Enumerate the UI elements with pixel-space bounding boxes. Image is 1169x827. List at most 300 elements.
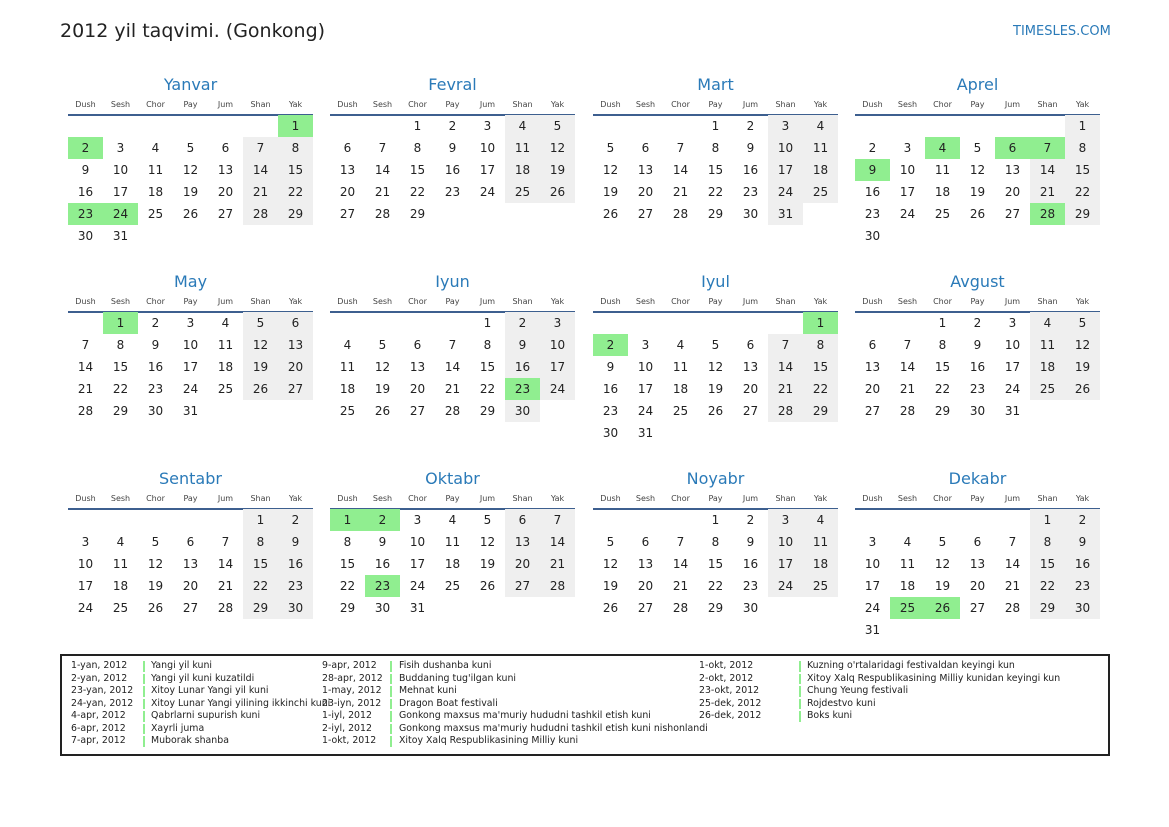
day-cell: 6 — [343, 141, 352, 155]
day-cell: 2 — [448, 119, 457, 133]
month-name: Mart — [697, 75, 734, 94]
day-cell: 11 — [147, 163, 164, 177]
day-cell: 29 — [707, 601, 724, 615]
day-grid — [330, 312, 575, 444]
day-cell: 7 — [448, 338, 457, 352]
day-cell: 18 — [505, 159, 540, 181]
weekday-label: Pay — [445, 100, 460, 109]
day-cell: 4 — [221, 316, 230, 330]
day-cell: 31 — [768, 203, 803, 225]
weekday-label: Dush — [862, 494, 883, 503]
holiday-date: 1-okt, 2012 — [699, 660, 754, 671]
day-cell: 2 — [746, 513, 755, 527]
weekday-label: Shan — [250, 494, 271, 503]
day-cell: 21 — [1030, 181, 1065, 203]
day-cell: 12 — [243, 334, 278, 356]
day-cell: 17 — [409, 557, 426, 571]
day-cell: 2 — [278, 509, 313, 531]
day-cell: 23 — [147, 382, 164, 396]
weekday-header — [68, 493, 313, 507]
day-cell: 19 — [182, 185, 199, 199]
day-cell: 24 — [1004, 382, 1021, 396]
day-cell: 31 — [409, 601, 426, 615]
day-cell: 5 — [606, 535, 615, 549]
day-cell: 6 — [746, 338, 755, 352]
weekday-label: Pay — [708, 297, 723, 306]
day-cell: 11 — [339, 360, 356, 374]
day-cell: 22 — [707, 185, 724, 199]
holiday-day-cell: 1 — [103, 312, 138, 334]
weekday-label: Sesh — [635, 100, 656, 109]
day-cell: 19 — [374, 382, 391, 396]
day-cell: 13 — [742, 360, 759, 374]
holiday-day-cell: 2 — [68, 137, 103, 159]
holiday-day-cell: 25 — [890, 597, 925, 619]
day-cell: 31 — [1004, 404, 1021, 418]
day-cell: 12 — [934, 557, 951, 571]
day-cell: 6 — [413, 338, 422, 352]
weekday-header — [68, 296, 313, 310]
weekday-label: Dush — [600, 494, 621, 503]
day-cell: 1 — [413, 119, 422, 133]
day-cell: 25 — [444, 579, 461, 593]
weekday-label: Jum — [217, 494, 234, 503]
day-cell: 18 — [672, 382, 689, 396]
day-cell: 16 — [864, 185, 881, 199]
day-cell: 19 — [540, 159, 575, 181]
weekday-label: Pay — [445, 297, 460, 306]
weekday-label: Shan — [1037, 100, 1058, 109]
weekday-label: Sesh — [897, 100, 918, 109]
month-iyul — [593, 272, 838, 452]
holiday-date: 26-dek, 2012 — [699, 710, 762, 721]
day-cell: 14 — [672, 163, 689, 177]
holiday-marker — [390, 724, 392, 735]
day-cell: 30 — [278, 597, 313, 619]
day-cell: 22 — [409, 185, 426, 199]
day-cell: 18 — [934, 185, 951, 199]
day-cell: 21 — [768, 378, 803, 400]
weekday-label: Yak — [288, 100, 303, 109]
day-cell: 15 — [479, 360, 496, 374]
day-cell: 11 — [112, 557, 129, 571]
day-cell: 27 — [278, 378, 313, 400]
weekday-label: Chor — [408, 494, 427, 503]
day-cell: 29 — [1065, 203, 1100, 225]
weekday-label: Shan — [512, 100, 533, 109]
holiday-name: Yangi yil kuni kuzatildi — [151, 672, 255, 684]
day-cell: 6 — [505, 509, 540, 531]
day-cell: 3 — [768, 115, 803, 137]
holiday-date: 1-may, 2012 — [322, 685, 382, 696]
day-cell: 30 — [374, 601, 391, 615]
day-cell: 9 — [746, 141, 755, 155]
holiday-marker — [143, 674, 145, 685]
day-cell: 29 — [409, 207, 426, 221]
day-cell: 14 — [1030, 159, 1065, 181]
day-cell: 29 — [1030, 597, 1065, 619]
day-cell: 11 — [672, 360, 689, 374]
month-name: Oktabr — [425, 469, 480, 488]
weekday-label: Sesh — [372, 494, 393, 503]
weekday-label: Chor — [671, 100, 690, 109]
holiday-legend — [60, 654, 1110, 756]
month-name: Noyabr — [686, 469, 745, 488]
day-cell: 6 — [641, 535, 650, 549]
day-cell: 14 — [374, 163, 391, 177]
day-cell: 19 — [969, 185, 986, 199]
day-cell: 30 — [969, 404, 986, 418]
day-grid — [330, 509, 575, 641]
day-cell: 15 — [803, 356, 838, 378]
day-cell: 10 — [540, 334, 575, 356]
day-cell: 18 — [1030, 356, 1065, 378]
holiday-marker — [143, 661, 145, 672]
weekday-label: Pay — [183, 494, 198, 503]
day-cell: 3 — [81, 535, 90, 549]
holiday-date: 25-dek, 2012 — [699, 697, 762, 709]
day-cell: 5 — [186, 141, 195, 155]
day-cell: 3 — [483, 119, 492, 133]
day-cell: 8 — [1030, 531, 1065, 553]
weekday-label: Chor — [933, 297, 952, 306]
holiday-date: 28-apr, 2012 — [322, 672, 383, 684]
weekday-label: Dush — [75, 494, 96, 503]
weekday-label: Chor — [408, 100, 427, 109]
weekday-label: Shan — [512, 297, 533, 306]
day-cell: 30 — [77, 229, 94, 243]
day-grid — [68, 509, 313, 641]
day-cell: 25 — [803, 181, 838, 203]
day-cell: 2 — [868, 141, 877, 155]
holiday-marker — [799, 699, 801, 710]
day-cell: 21 — [672, 185, 689, 199]
day-cell: 26 — [969, 207, 986, 221]
day-cell: 29 — [278, 203, 313, 225]
day-cell: 22 — [1065, 181, 1100, 203]
month-fevral — [330, 75, 575, 255]
day-cell: 9 — [448, 141, 457, 155]
day-cell: 13 — [864, 360, 881, 374]
day-cell: 5 — [483, 513, 492, 527]
day-cell: 1 — [1065, 115, 1100, 137]
brand-link[interactable]: TIMESLES.COM — [1013, 24, 1111, 39]
holiday-name: Dragon Boat festivali — [399, 697, 498, 709]
day-cell: 15 — [339, 557, 356, 571]
day-cell: 6 — [186, 535, 195, 549]
day-cell: 12 — [147, 557, 164, 571]
day-cell: 11 — [217, 338, 234, 352]
holiday-day-cell: 28 — [1030, 203, 1065, 225]
weekday-label: Chor — [408, 297, 427, 306]
day-cell: 20 — [505, 553, 540, 575]
day-cell: 4 — [448, 513, 457, 527]
weekday-label: Dush — [337, 100, 358, 109]
weekday-header — [330, 296, 575, 310]
day-cell: 8 — [278, 137, 313, 159]
day-cell: 12 — [969, 163, 986, 177]
day-cell: 14 — [768, 356, 803, 378]
weekday-label: Dush — [600, 297, 621, 306]
holiday-name: Kuzning o'rtalaridagi festivaldan keyingi kun — [807, 660, 1015, 671]
holiday-marker — [799, 686, 801, 697]
day-cell: 23 — [1065, 575, 1100, 597]
day-cell: 7 — [221, 535, 230, 549]
day-cell: 26 — [707, 404, 724, 418]
day-cell: 2 — [746, 119, 755, 133]
day-cell: 7 — [1008, 535, 1017, 549]
day-cell: 9 — [278, 531, 313, 553]
weekday-label: Pay — [183, 100, 198, 109]
day-cell: 27 — [1004, 207, 1021, 221]
holiday-day-cell: 24 — [103, 203, 138, 225]
day-cell: 9 — [1065, 531, 1100, 553]
day-cell: 29 — [339, 601, 356, 615]
day-cell: 24 — [77, 601, 94, 615]
month-name: Iyun — [435, 272, 470, 291]
holiday-day-cell: 6 — [995, 137, 1030, 159]
holiday-day-cell: 23 — [68, 203, 103, 225]
holiday-date: 1-iyl, 2012 — [322, 710, 372, 721]
month-dekabr — [855, 469, 1100, 649]
holiday-name: Xayrli juma — [151, 722, 205, 734]
holiday-day-cell: 26 — [925, 597, 960, 619]
weekday-label: Shan — [775, 100, 796, 109]
weekday-label: Sesh — [110, 100, 131, 109]
day-cell: 16 — [147, 360, 164, 374]
day-cell: 26 — [479, 579, 496, 593]
weekday-label: Jum — [742, 297, 759, 306]
day-cell: 5 — [151, 535, 160, 549]
day-cell: 12 — [602, 557, 619, 571]
day-cell: 22 — [479, 382, 496, 396]
day-cell: 30 — [742, 601, 759, 615]
weekday-header — [855, 99, 1100, 113]
day-cell: 7 — [768, 334, 803, 356]
day-cell: 16 — [969, 360, 986, 374]
day-cell: 1 — [243, 509, 278, 531]
day-cell: 27 — [217, 207, 234, 221]
day-cell: 5 — [606, 141, 615, 155]
day-cell: 30 — [864, 229, 881, 243]
weekday-label: Pay — [970, 297, 985, 306]
day-cell: 3 — [116, 141, 125, 155]
holiday-date: 6-apr, 2012 — [71, 722, 126, 734]
day-cell: 24 — [768, 575, 803, 597]
day-cell: 25 — [339, 404, 356, 418]
day-cell: 6 — [641, 141, 650, 155]
day-cell: 12 — [374, 360, 391, 374]
holiday-day-cell: 7 — [1030, 137, 1065, 159]
day-cell: 13 — [182, 557, 199, 571]
day-cell: 18 — [899, 579, 916, 593]
month-name: Fevral — [428, 75, 477, 94]
day-cell: 15 — [707, 557, 724, 571]
day-cell: 20 — [864, 382, 881, 396]
day-cell: 16 — [1065, 553, 1100, 575]
day-cell: 27 — [182, 601, 199, 615]
weekday-label: Yak — [550, 494, 565, 503]
day-cell: 24 — [540, 378, 575, 400]
holiday-day-cell: 9 — [855, 159, 890, 181]
day-cell: 26 — [540, 181, 575, 203]
day-cell: 12 — [707, 360, 724, 374]
day-cell: 29 — [934, 404, 951, 418]
day-cell: 27 — [742, 404, 759, 418]
holiday-day-cell: 1 — [278, 115, 313, 137]
weekday-label: Sesh — [635, 494, 656, 503]
day-grid — [330, 115, 575, 247]
day-cell: 9 — [973, 338, 982, 352]
holiday-marker — [143, 686, 145, 697]
day-cell: 12 — [182, 163, 199, 177]
weekday-header — [593, 99, 838, 113]
day-cell: 29 — [803, 400, 838, 422]
day-cell: 22 — [278, 181, 313, 203]
day-cell: 25 — [505, 181, 540, 203]
day-cell: 8 — [803, 334, 838, 356]
holiday-marker — [143, 724, 145, 735]
holiday-name: Xitoy Lunar Yangi yil kuni — [151, 685, 269, 696]
day-cell: 10 — [768, 137, 803, 159]
day-cell: 8 — [413, 141, 422, 155]
day-cell: 7 — [903, 338, 912, 352]
day-cell: 29 — [707, 207, 724, 221]
day-cell: 16 — [278, 553, 313, 575]
day-grid — [593, 312, 838, 444]
holiday-marker — [390, 686, 392, 697]
holiday-marker — [799, 661, 801, 672]
weekday-header — [593, 493, 838, 507]
day-cell: 12 — [602, 163, 619, 177]
holiday-name: Chung Yeung festivali — [807, 685, 909, 696]
day-cell: 3 — [641, 338, 650, 352]
day-cell: 30 — [505, 400, 540, 422]
day-cell: 10 — [409, 535, 426, 549]
day-cell: 11 — [803, 531, 838, 553]
day-cell: 3 — [868, 535, 877, 549]
day-cell: 5 — [1065, 312, 1100, 334]
holiday-day-cell: 2 — [593, 334, 628, 356]
day-cell: 19 — [707, 382, 724, 396]
weekday-label: Jum — [1004, 297, 1021, 306]
day-cell: 27 — [409, 404, 426, 418]
day-cell: 24 — [409, 579, 426, 593]
day-cell: 18 — [444, 557, 461, 571]
day-cell: 20 — [637, 185, 654, 199]
day-cell: 6 — [278, 312, 313, 334]
weekday-label: Chor — [933, 100, 952, 109]
day-cell: 27 — [864, 404, 881, 418]
day-cell: 11 — [934, 163, 951, 177]
weekday-label: Sesh — [372, 297, 393, 306]
holiday-marker — [799, 711, 801, 722]
day-cell: 23 — [864, 207, 881, 221]
day-cell: 23 — [444, 185, 461, 199]
month-name: May — [173, 272, 208, 291]
day-cell: 24 — [768, 181, 803, 203]
weekday-label: Dush — [862, 297, 883, 306]
holiday-day-cell: 1 — [330, 509, 365, 531]
holiday-date: 2-iyl, 2012 — [322, 722, 372, 734]
day-cell: 21 — [374, 185, 391, 199]
day-cell: 21 — [672, 579, 689, 593]
day-cell: 15 — [243, 553, 278, 575]
day-cell: 16 — [742, 557, 759, 571]
day-cell: 30 — [1065, 597, 1100, 619]
day-cell: 8 — [116, 338, 125, 352]
day-cell: 31 — [112, 229, 129, 243]
day-cell: 4 — [151, 141, 160, 155]
day-cell: 23 — [969, 382, 986, 396]
day-cell: 20 — [637, 579, 654, 593]
day-cell: 17 — [637, 382, 654, 396]
day-cell: 26 — [182, 207, 199, 221]
day-cell: 15 — [112, 360, 129, 374]
weekday-label: Chor — [146, 297, 165, 306]
weekday-label: Sesh — [110, 297, 131, 306]
day-cell: 27 — [339, 207, 356, 221]
day-cell: 24 — [182, 382, 199, 396]
day-cell: 11 — [803, 137, 838, 159]
day-grid — [68, 115, 313, 247]
holiday-name: Gonkong maxsus ma'muriy hududni tashkil etish kuni nishonlandi — [399, 722, 708, 734]
day-cell: 27 — [637, 601, 654, 615]
weekday-label: Shan — [250, 100, 271, 109]
holiday-date: 2-okt, 2012 — [699, 672, 754, 684]
day-cell: 28 — [217, 601, 234, 615]
day-cell: 2 — [973, 316, 982, 330]
day-cell: 11 — [444, 535, 461, 549]
day-cell: 9 — [746, 535, 755, 549]
day-cell: 5 — [243, 312, 278, 334]
day-cell: 8 — [938, 338, 947, 352]
day-cell: 30 — [602, 426, 619, 440]
day-cell: 7 — [378, 141, 387, 155]
day-cell: 13 — [969, 557, 986, 571]
month-name: Yanvar — [163, 75, 218, 94]
weekday-label: Sesh — [635, 297, 656, 306]
weekday-label: Sesh — [897, 297, 918, 306]
weekday-label: Jum — [742, 100, 759, 109]
day-grid — [855, 509, 1100, 641]
holiday-day-cell: 2 — [365, 509, 400, 531]
day-cell: 17 — [182, 360, 199, 374]
day-cell: 17 — [479, 163, 496, 177]
day-cell: 4 — [116, 535, 125, 549]
holiday-name: Xitoy Xalq Respublikasining Milliy kuni — [399, 735, 579, 746]
day-cell: 23 — [742, 579, 759, 593]
day-cell: 15 — [278, 159, 313, 181]
day-cell: 5 — [938, 535, 947, 549]
day-cell: 15 — [409, 163, 426, 177]
weekday-label: Shan — [1037, 297, 1058, 306]
day-cell: 7 — [81, 338, 90, 352]
weekday-label: Jum — [217, 297, 234, 306]
day-cell: 3 — [540, 312, 575, 334]
weekday-label: Dush — [600, 100, 621, 109]
weekday-label: Yak — [288, 494, 303, 503]
weekday-label: Jum — [217, 100, 234, 109]
day-cell: 14 — [77, 360, 94, 374]
day-cell: 19 — [479, 557, 496, 571]
day-cell: 22 — [339, 579, 356, 593]
weekday-label: Dush — [75, 100, 96, 109]
day-cell: 28 — [77, 404, 94, 418]
day-cell: 21 — [1004, 579, 1021, 593]
weekday-label: Chor — [933, 494, 952, 503]
day-cell: 19 — [934, 579, 951, 593]
